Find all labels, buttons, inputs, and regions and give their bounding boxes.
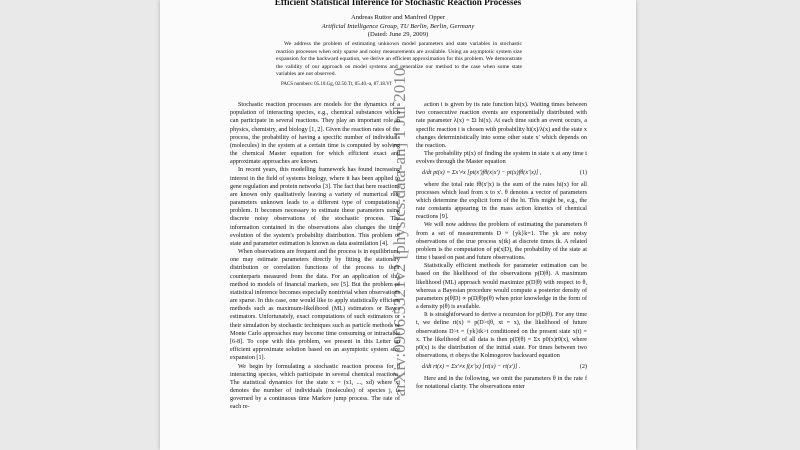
paragraph: In recent years, this modelling framework has found increasing interest in the field of systems biology, where it has been applied to gene regulation and protein networks [3]. The fact that here reactions are known only qualitatively leaving a variety of numerical rate parameters unknown leads to a different type of computational problem. It becomes necessary to estimate these parameters using discrete noisy observations of the stochastic process. The information contained in the observations also changes the time evolution of the system's probability distribution. This problem of state and parameter estimation is known as data assimilation [4]. (230, 167, 400, 247)
pacs-numbers: PACS numbers: 05.10.Gg, 02.50.Tt, 05.40.-a, 87.18.Vf (281, 82, 392, 87)
equation-number: (2) (579, 364, 587, 371)
paper-title: Efficient Statistical Inference for Stochastic Reaction Processes (274, 0, 522, 7)
paragraph: The probability pt(x) of finding the system in state x at any time t evolves through the Master equation (416, 151, 587, 166)
paragraph: We will now address the problem of estimating the parameters θ from a set of measurements D ≡ {yk}k=1. The yk are noisy observations of the true process x(tk) at discrete times tk. A related problem is the computation of pt(x|D), the probability of the state at time t based on past and future observations. (416, 222, 587, 262)
paragraph: Stochastic reaction processes are models for the dynamics of a population of interacting species, e.g., chemical substances which can participate in several reactions. They play an important role in physics, chemistry, and biology [1, 2]. Given the reaction rates of the process, the probability of having a specific number of individuals (molecules) in the system at a certain time is computed by solving the chemical Master equation for which efficient exact and approximate approaches are known. (230, 102, 400, 166)
paragraph: We begin by formulating a stochastic reaction process for d interacting species, which participate in several chemical reactions. The statistical dynamics for the state x = (x1, ..., xd) where xj denotes the number of individuals (molecules) of species j, is governed by a continuous time Markov jump process. The rate of each re- (230, 363, 400, 411)
paragraph: action i is given by its rate function hi(x). Waiting times between two consecutive reaction events are exponentially distributed with rate parameter λ(x) = Σi hi(x). At each time such an event occurs, a specific reaction i is chosen with probability hi(x)/λ(x) and the state x changes deterministically into some other state x' which depends on the reaction. (416, 102, 587, 149)
paragraph: When observations are frequent and the process is in equilibrium, one may estimate parameters directly by fitting the stationary distribution or correlation functions of the process to their counterparts measured from the data. For an application of this method to models of financial markets, see [5]. But the problem of statistical inference becomes especially nontrivial when observations are sparse. In this case, one would like to apply statistically efficient methods such as maximum-likelihood (ML) estimators or Bayes estimators. Unfortunately, exact computations of such estimators or their simulation by stochastic techniques such as particle methods or Monte Carlo approaches may become time consuming or intractable [6-8]. To cope with this problem, we present in this Letter an efficient approximate solution based on an asymptotic system size expansion [1]. (230, 249, 400, 362)
equation-number: (1) (579, 170, 587, 177)
authors: Andreas Ruttor and Manfred Opper (350, 14, 446, 21)
equation-2 (422, 363, 587, 371)
paper-page (160, 0, 636, 450)
abstract-text: We address the problem of estimating unknown model parameters and state variables in stochastic reaction processes when only sparse and noisy measurements are available. Using an asymptotic system size expansion for the backward equation, we derive an efficient approximation for this problem. We demonstrate the validity of our approach on model systems and generalize our method to the case when some state variables are not observed. (276, 41, 522, 78)
arxiv-stamp-text: arXiv:0906.5321v2 [physics.data-an] 1 Jul 2010 (390, 67, 409, 397)
right-column (416, 101, 587, 391)
dated: (Dated: June 29, 2009) (367, 31, 429, 39)
paragraph: Here and in the following, we omit the parameters θ in the rate f for notational clarity. The observations enter (416, 375, 587, 390)
left-column (230, 101, 400, 412)
paragraph: where the total rate fθ(x'|x) is the sum of the rates hi(x) for all processes which lead from x to x'. θ denotes a vector of parameters which determine the explicit form of the hi. This might be, e.g., the rate constants appearing in the mass action kinetics of chemical reactions [9]. (416, 181, 587, 221)
equation-body: d/dt rt(x) = Σx'≠x f(x'|x) [rt(x) − rt(x')] . (422, 364, 521, 371)
equation-body: d/dt pt(x) = Σx'≠x [pt(x')fθ(x|x') − pt(x)fθ(x'|x)] , (422, 170, 542, 177)
equation-1 (422, 169, 587, 177)
affiliation: Artificial Intelligence Group, TU Berlin, Berlin, Germany (321, 22, 475, 30)
paragraph: It is straightforward to derive a recursion for p(D|θ). For any time t, we define rt(x) ≡ p(D>t|θ, xt = x), the likelihood of future observations D>t = {yk}tk>t conditioned on the present state x(t) = x. The likelihood of all data is then p(D|θ) = Σx p0(x)r0(x), where p0(x) is the distribution of the initial state. For times between two observations, rt obeys the Kolmogorov backward equation (416, 312, 587, 360)
author-block (160, 14, 636, 40)
paragraph: Statistically efficient methods for parameter estimation can be based on the likelihood of the observations p(D|θ). A maximum likelihood (ML) approach would maximize p(D|θ) with respect to θ, whereas a Bayesian procedure would compute a posterior density of parameters p(θ|D) ∝ p(D|θ)p(θ) when prior knowledge in the form of a density p(θ) is available. (416, 263, 587, 311)
